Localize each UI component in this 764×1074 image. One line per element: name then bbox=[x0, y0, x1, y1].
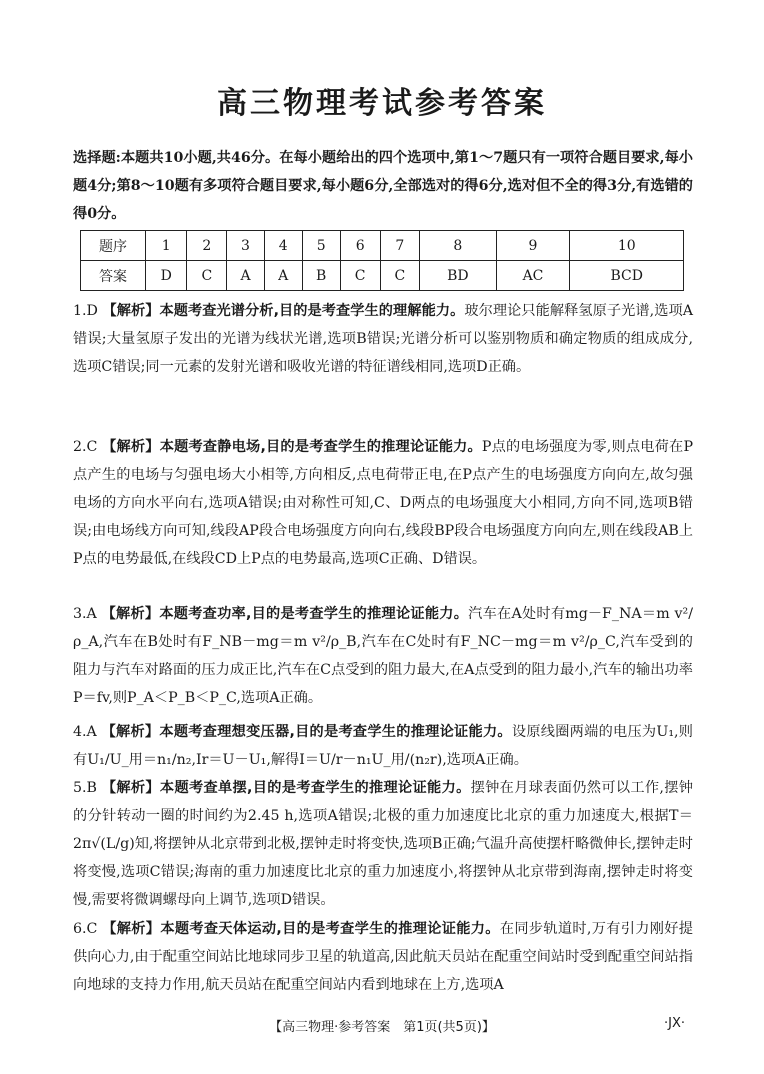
table-cell: 10 bbox=[570, 231, 684, 261]
analysis-tag: 【解析】 bbox=[102, 303, 160, 319]
instructions bbox=[73, 144, 693, 228]
table-cell: 9 bbox=[496, 231, 570, 261]
question-body: 汽车在A处时有mg－F_NA＝m v²/ρ_A,汽车在B处时有F_NB－mg＝m v²/ρ_B,汽车在C处时有F_NC－mg＝m v²/ρ_C,汽车受到的阻力与汽车对路面的压力成正比,汽车在C点受到的阻力最大,在A点受到的阻力最小,汽车的输出功率P＝fv,则P_A＜P_B＜P_C,选项A正确。 bbox=[73, 606, 693, 706]
analysis-tag: 【解析】 bbox=[101, 780, 160, 796]
table-cell: BCD bbox=[570, 261, 684, 291]
table-header-label: 题序 bbox=[81, 231, 146, 261]
question-lead: 本题考查功率,目的是考查学生的推理论证能力。 bbox=[159, 606, 469, 622]
table-cell: D bbox=[146, 261, 187, 291]
question-number: 2.C bbox=[73, 439, 98, 455]
table-answer-label: 答案 bbox=[81, 261, 146, 291]
question-lead: 本题考查单摆,目的是考查学生的推理论证能力。 bbox=[159, 780, 471, 796]
table-cell: 6 bbox=[340, 231, 380, 261]
table-cell: B bbox=[302, 261, 340, 291]
analysis-tag: 【解析】 bbox=[102, 439, 160, 455]
table-cell: 2 bbox=[187, 231, 227, 261]
analysis-tag: 【解析】 bbox=[102, 921, 161, 937]
page-title: 高三物理考试参考答案 bbox=[217, 86, 547, 121]
answer-table bbox=[80, 230, 684, 291]
table-cell: 3 bbox=[227, 231, 265, 261]
page-footer: 【高三物理·参考答案 第1页(共5页)】 bbox=[269, 1020, 495, 1035]
question-2 bbox=[73, 433, 693, 573]
table-cell: 5 bbox=[302, 231, 340, 261]
footer-mark: ·JX· bbox=[664, 1016, 686, 1031]
table-cell: C bbox=[340, 261, 380, 291]
question-body: P点的电场强度为零,则点电荷在P点产生的电场与匀强电场大小相等,方向相反,点电荷带正电,在P点产生的电场强度方向向左,故匀强电场的方向水平向右,选项A错误;由对称性可知,C、D两点的电场强度大小相同,方向不同,选项B错误;由电场线方向可知,线段AP段合电场强度方向向右,线段BP段合电场强度方向向左,则在线段AB上P点的电势最低,在线段CD上P点的电势最高,选项C正确、D错误。 bbox=[73, 439, 693, 567]
table-cell: A bbox=[227, 261, 265, 291]
question-number: 6.C bbox=[73, 921, 98, 937]
analysis-tag: 【解析】 bbox=[101, 606, 160, 622]
question-number: 4.A bbox=[73, 724, 97, 740]
question-lead: 本题考查天体运动,目的是考查学生的推理论证能力。 bbox=[160, 921, 500, 937]
table-row-answers bbox=[81, 261, 684, 291]
table-cell: AC bbox=[496, 261, 570, 291]
table-cell: 8 bbox=[420, 231, 496, 261]
table-cell: BD bbox=[420, 261, 496, 291]
question-number: 3.A bbox=[73, 606, 97, 622]
question-lead: 本题考查光谱分析,目的是考查学生的理解能力。 bbox=[159, 303, 465, 319]
table-cell: C bbox=[187, 261, 227, 291]
table-cell: C bbox=[380, 261, 420, 291]
question-body: 摆钟在月球表面仍然可以工作,摆钟的分针转动一圈的时间约为2.45 h,选项A错误;北极的重力加速度比北京的重力加速度大,根据T＝2π√(L/g)知,将摆钟从北京带到北极,摆钟走时将变快,选项B正确;气温升高使摆杆略微伸长,摆钟走时将变慢,选项C错误;海南的重力加速度比北京的重力加速度小,将摆钟从北京带到海南,摆钟走时将变慢,需要将微调螺母向上调节,选项D错误。 bbox=[73, 780, 693, 908]
table-cell: 7 bbox=[380, 231, 420, 261]
table-cell: 4 bbox=[264, 231, 302, 261]
question-body: 设原线圈两端的电压为U₁,则有U₁/U_用＝n₁/n₂,Ir＝U－U₁,解得I＝U/r－n₁U_用/(n₂r),选项A正确。 bbox=[73, 724, 693, 768]
question-number: 1.D bbox=[73, 303, 98, 319]
question-6 bbox=[73, 915, 693, 999]
instructions-text: 选择题:本题共10小题,共46分。在每小题给出的四个选项中,第1～7题只有一项符合题目要求,每小题4分;第8～10题有多项符合题目要求,每小题6分,全部选对的得6分,选对但不全的得3分,有选错的得0分。 bbox=[73, 150, 693, 222]
question-3 bbox=[73, 600, 693, 712]
question-lead: 本题考查静电场,目的是考查学生的推理论证能力。 bbox=[159, 439, 482, 455]
table-cell: A bbox=[264, 261, 302, 291]
table-cell: 1 bbox=[146, 231, 187, 261]
question-lead: 本题考查理想变压器,目的是考查学生的推理论证能力。 bbox=[159, 724, 512, 740]
question-4 bbox=[73, 718, 693, 774]
question-body: 玻尔理论只能解释氢原子光谱,选项A错误;大量氢原子发出的光谱为线状光谱,选项B错误;光谱分析可以鉴别物质和确定物质的组成成分,选项C错误;同一元素的发射光谱和吸收光谱的特征谱线相同,选项D正确。 bbox=[73, 303, 693, 375]
question-number: 5.B bbox=[73, 780, 97, 796]
analysis-tag: 【解析】 bbox=[101, 724, 160, 740]
question-body: 在同步轨道时,万有引力刚好提供向心力,由于配重空间站比地球同步卫星的轨道高,因此航天员站在配重空间站时受到配重空间站指向地球的支持力作用,航天员站在配重空间站内看到地球在上方,选项A bbox=[73, 921, 693, 993]
table-row-numbers bbox=[81, 231, 684, 261]
question-5 bbox=[73, 774, 693, 914]
question-1 bbox=[73, 297, 693, 381]
